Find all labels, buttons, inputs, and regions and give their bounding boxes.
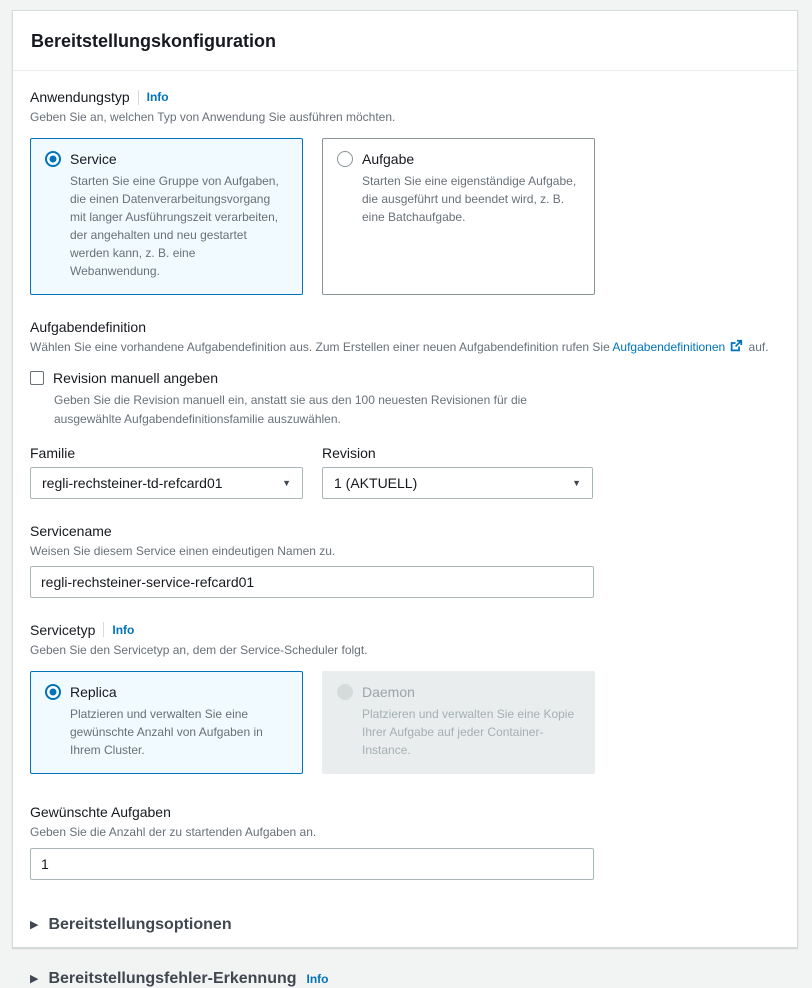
chevron-down-icon: ▼ xyxy=(572,477,581,488)
desired-tasks-description: Geben Sie die Anzahl der zu startenden Aufgaben an. xyxy=(30,825,317,840)
caret-right-icon: ▶ xyxy=(30,919,39,932)
caret-right-icon: ▶ xyxy=(30,973,39,986)
deployment-failure-detection-expandable[interactable] xyxy=(30,970,779,988)
panel-title: Bereitstellungskonfiguration xyxy=(31,31,277,51)
tile-title: Replica xyxy=(70,684,117,701)
family-select[interactable] xyxy=(30,467,303,499)
revision-select[interactable] xyxy=(322,467,593,499)
revision-label: Revision xyxy=(322,444,376,461)
radio-checked-icon xyxy=(45,684,61,700)
radio-disabled-icon xyxy=(337,684,353,700)
application-type-option-service[interactable] xyxy=(30,138,303,295)
application-type-info-link[interactable]: Info xyxy=(146,90,169,104)
service-type-description: Geben Sie den Servicetyp an, dem der Service-Scheduler folgt. xyxy=(30,642,368,657)
service-type-option-daemon xyxy=(322,671,595,774)
service-type-label: Servicetyp xyxy=(30,621,96,638)
task-definition-description xyxy=(30,339,779,356)
label-separator xyxy=(138,90,139,105)
family-select-value: regli-rechsteiner-td-refcard01 xyxy=(42,474,223,491)
description-text: auf. xyxy=(748,340,769,355)
tile-description: Starten Sie eine eigenständige Aufgabe, die ausgeführt und beendet wird, z. B. eine Batchaufgabe. xyxy=(362,174,577,225)
application-type-option-task[interactable] xyxy=(322,138,595,295)
application-type-label: Anwendungstyp xyxy=(30,89,130,105)
service-name-description: Weisen Sie diesem Service einen eindeutigen Namen zu. xyxy=(30,543,336,558)
service-name-field xyxy=(30,523,779,598)
deployment-failure-detection-title: Bereitstellungsfehler-Erkennung xyxy=(48,969,297,987)
manual-revision-checkbox-label[interactable]: Revision manuell angeben xyxy=(53,370,218,387)
desired-tasks-field xyxy=(30,804,779,879)
service-name-input[interactable] xyxy=(30,566,594,598)
desired-tasks-input[interactable] xyxy=(30,848,594,880)
family-label: Familie xyxy=(30,444,76,461)
desired-tasks-label: Gewünschte Aufgaben xyxy=(30,804,171,821)
revision-field xyxy=(322,445,593,499)
family-field xyxy=(30,445,303,499)
radio-unchecked-icon xyxy=(337,151,353,167)
chevron-down-icon: ▼ xyxy=(282,477,291,488)
external-link-icon[interactable] xyxy=(729,342,743,356)
description-text: Wählen Sie eine vorhandene Aufgabendefinition aus. Zum Erstellen einer neuen Aufgabendefinition rufen Sie xyxy=(30,340,610,355)
application-type-field xyxy=(30,89,779,295)
tile-description: Starten Sie eine Gruppe von Aufgaben, die einen Datenverarbeitungsvorgang mit langer Ausführungszeit verarbeiten, der angehalten und neu gestartet werden kann, z. B. eine Webanwendung. xyxy=(70,174,279,279)
manual-revision-description: Geben Sie die Revision manuell ein, anstatt sie aus den 100 neuesten Revisionen für die ausgewählte Aufgabendefinitionsfamilie auszuwählen. xyxy=(54,393,527,426)
tile-description: Platzieren und verwalten Sie eine gewünschte Anzahl von Aufgaben in Ihrem Cluster. xyxy=(70,707,263,758)
service-type-info-link[interactable]: Info xyxy=(112,622,135,637)
label-separator xyxy=(103,622,104,637)
service-name-label: Servicename xyxy=(30,522,112,539)
radio-checked-icon xyxy=(45,151,61,167)
manual-revision-checkbox[interactable] xyxy=(30,371,44,385)
service-type-option-replica[interactable] xyxy=(30,671,303,774)
deployment-options-expandable[interactable] xyxy=(30,916,779,934)
panel-body xyxy=(13,71,797,988)
task-definition-field xyxy=(30,319,779,498)
task-definition-label: Aufgabendefinition xyxy=(30,319,146,336)
deployment-options-title: Bereitstellungsoptionen xyxy=(48,915,232,933)
deployment-failure-detection-info-link[interactable]: Info xyxy=(306,971,329,986)
tile-description: Platzieren und verwalten Sie eine Kopie Ihrer Aufgabe auf jeder Container-Instance. xyxy=(362,707,575,758)
panel-header xyxy=(13,11,797,71)
tile-title: Daemon xyxy=(362,684,415,701)
service-type-field xyxy=(30,622,779,774)
tile-title: Service xyxy=(70,151,117,168)
task-definitions-link[interactable]: Aufgabendefinitionen xyxy=(612,340,726,355)
application-type-description: Geben Sie an, welchen Typ von Anwendung Sie ausführen möchten. xyxy=(30,110,396,124)
revision-select-value: 1 (AKTUELL) xyxy=(334,474,418,491)
deployment-configuration-panel xyxy=(12,10,798,987)
tile-title: Aufgabe xyxy=(362,151,415,168)
